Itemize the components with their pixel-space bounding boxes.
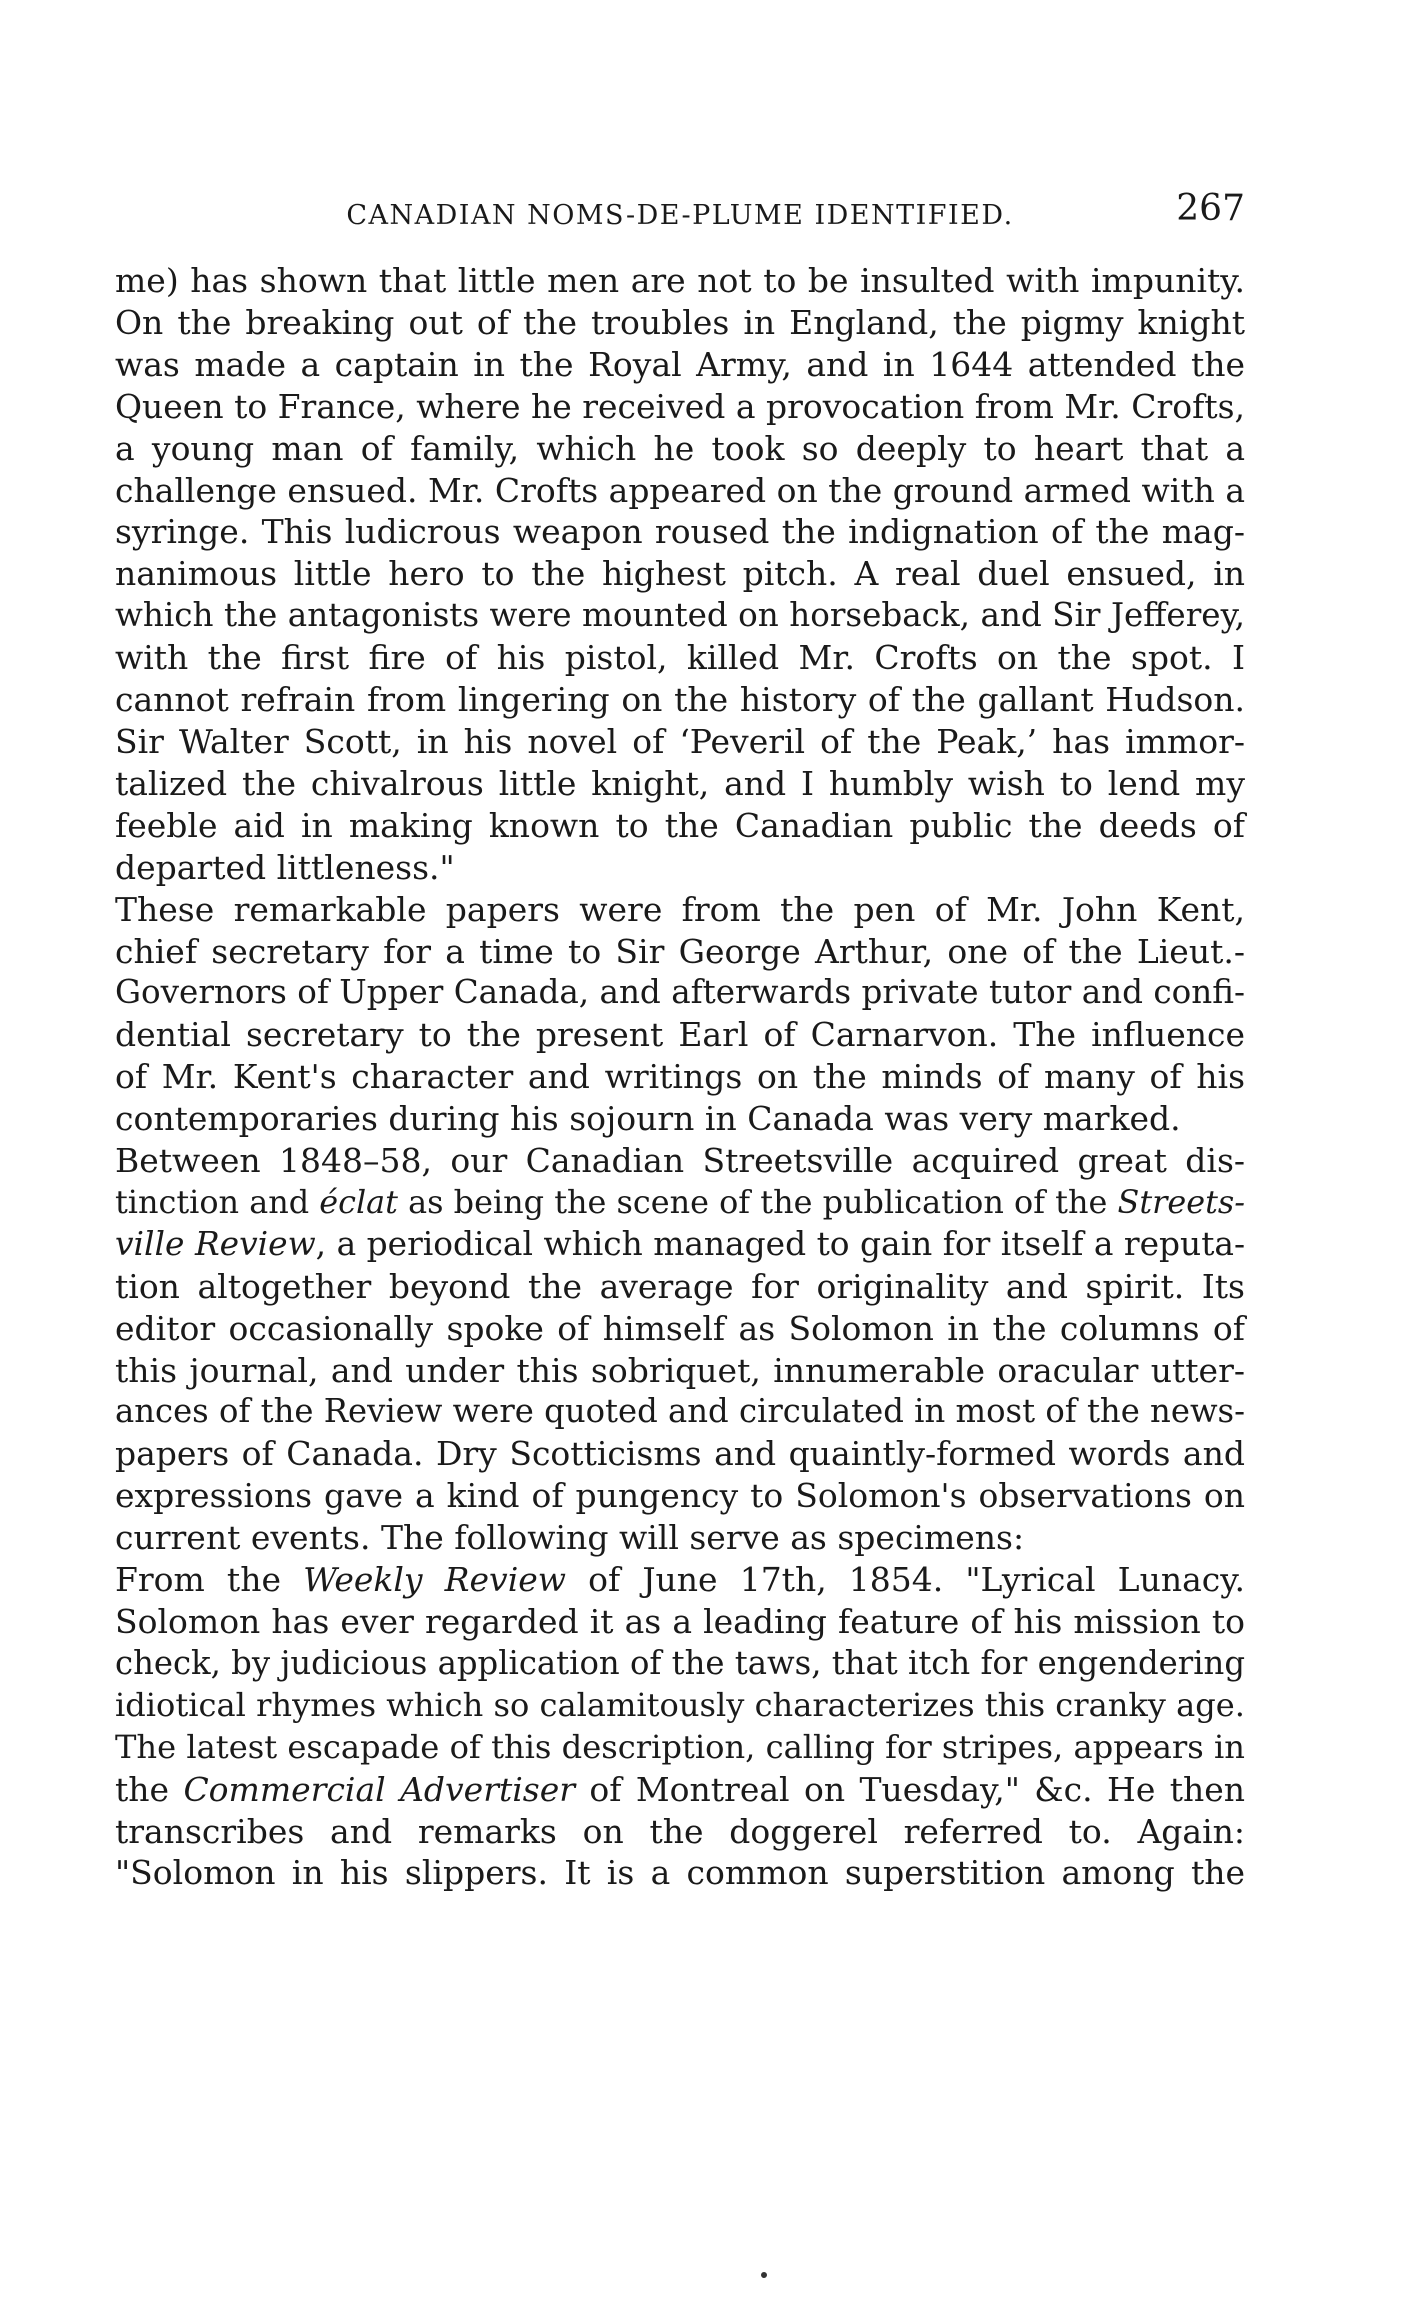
text-line: Between 1848–58, our Canadian Streetsville acquired great dis- — [115, 1141, 1246, 1181]
text-line: ances of the Review were quoted and circulated in most of the news- — [115, 1392, 1246, 1431]
paragraph-streetsville-review — [115, 1140, 1245, 1559]
running-head — [115, 188, 1245, 238]
text-line: "Solomon in his slippers. It is a common superstition among the — [115, 1853, 1246, 1893]
text-line: editor occasionally spoke of himself as Solomon in the columns of — [115, 1308, 1246, 1348]
text-line: Queen to France, where he received a provocation from Mr. Crofts, — [115, 386, 1246, 426]
text-line: Governors of Upper Canada, and afterwards private tutor and confi- — [115, 973, 1245, 1012]
text-line: of Mr. Kent's character and writings on the minds of many of his — [115, 1057, 1246, 1097]
text-line: syringe. This ludicrous weapon roused the indignation of the mag- — [115, 512, 1245, 552]
text-line: departed littleness." — [115, 847, 455, 887]
text-line: a young man of family, which he took so deeply to heart that a — [115, 428, 1246, 468]
text-line: The latest escapade of this description, calling for stripes, appears in — [115, 1727, 1245, 1766]
text-line: On the breaking out of the troubles in England, the pigmy knight — [115, 302, 1246, 342]
text-line: talized the chivalrous little knight, and I humbly wish to lend my — [115, 763, 1245, 803]
page-number: 267 — [1176, 188, 1245, 229]
text-line: Solomon has ever regarded it as a leading feature of his mission to — [115, 1602, 1245, 1641]
text-line: From the Weekly Review of June 17th, 1854. "Lyrical Lunacy. — [115, 1560, 1245, 1600]
text-line: the Commercial Advertiser of Montreal on Tuesday," &c. He then — [115, 1769, 1246, 1809]
text-line: challenge ensued. Mr. Crofts appeared on the ground armed with a — [115, 470, 1245, 510]
text-line: cannot refrain from lingering on the history of the gallant Hudson. — [115, 680, 1246, 720]
text-line: check, by judicious application of the taws, that itch for engendering — [115, 1643, 1245, 1682]
text-line: was made a captain in the Royal Army, and in 1644 attended the — [115, 344, 1246, 384]
text-line: dential secretary to the present Earl of Carnarvon. The influence — [115, 1015, 1245, 1055]
text-line: expressions gave a kind of pungency to Solomon's observations on — [115, 1476, 1245, 1516]
text-line: tion altogether beyond the average for originality and spirit. Its — [115, 1266, 1245, 1306]
text-line: this journal, and under this sobriquet, innumerable oracular utter- — [115, 1350, 1245, 1390]
printer-dot-mark — [761, 2272, 767, 2278]
text-line: idiotical rhymes which so calamitously characterizes this cranky age. — [115, 1685, 1245, 1724]
text-line: Sir Walter Scott, in his novel of ‘Peveril of the Peak,’ has immor- — [115, 721, 1245, 761]
running-title: CANADIAN NOMS-DE-PLUME IDENTIFIED. — [346, 200, 1014, 231]
text-line: These remarkable papers were from the pen of Mr. John Kent, — [115, 889, 1246, 929]
paragraph-hudson-quote — [115, 260, 1245, 889]
text-line: transcribes and remarks on the doggerel referred to. Again: — [115, 1811, 1245, 1851]
text-line: nanimous little hero to the highest pitch. A real duel ensued, in — [115, 554, 1246, 594]
text-line: current events. The following will serve as specimens: — [115, 1518, 1025, 1558]
text-line: papers of Canada. Dry Scotticisms and quaintly-formed words and — [115, 1434, 1245, 1474]
paragraph-weekly-review — [115, 1559, 1245, 1894]
text-line: tinction and éclat as being the scene of the publication of the Streets- — [115, 1182, 1245, 1221]
body-text — [115, 260, 1245, 1894]
paragraph-john-kent — [115, 889, 1245, 1140]
text-line: me) has shown that little men are not to be insulted with impunity. — [115, 261, 1246, 300]
text-line: ville Review, a periodical which managed to gain for itself a reputa- — [115, 1224, 1246, 1263]
text-line: with the first fire of his pistol, killed Mr. Crofts on the spot. I — [115, 638, 1245, 678]
text-line: chief secretary for a time to Sir George Arthur, one of the Lieut.- — [115, 931, 1245, 971]
text-line: feeble aid in making known to the Canadian public the deeds of — [115, 805, 1246, 845]
text-line: contemporaries during his sojourn in Canada was very marked. — [115, 1099, 1181, 1139]
text-line: which the antagonists were mounted on horseback, and Sir Jefferey, — [115, 596, 1245, 635]
